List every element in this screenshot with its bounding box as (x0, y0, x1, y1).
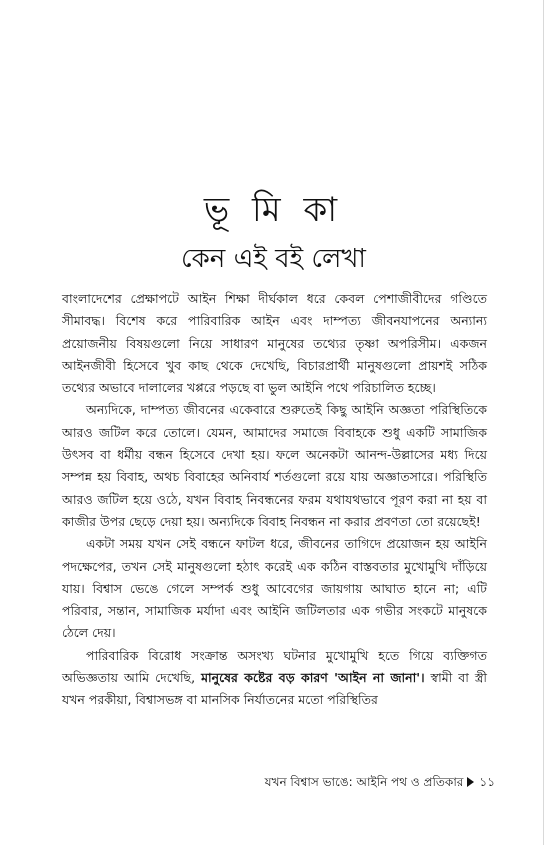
paragraph-4 (62, 645, 487, 712)
paragraph-4-emphasis: মানুষের কষ্টের বড় কারণ 'আইন না জানা'। (201, 670, 425, 686)
running-footer (265, 773, 495, 791)
chapter-title: ভূ মি কা (203, 190, 344, 230)
page-number: ১১ (479, 775, 495, 789)
paragraph-4-lead: পারিবারিক বিরোধ সংক্রান্ত অসংখ্য ঘটনার মুখোমুখি হতে গিয়ে ব্যক্তিগত অভিজ্ঞতায় আমি দেখেছি, (62, 647, 487, 686)
paragraph-1: বাংলাদেশের প্রেক্ষাপটে আইন শিক্ষা দীর্ঘকাল ধরে কেবল পেশাজীবীদের গণ্ডিতে সীমাবদ্ধ। বিশেষ করে পারিবারিক আইন এবং দাম্পত্য জীবনযাপনের অন্যান্য প্রয়োজনীয় বিষয়গুলো নিয়ে সাধারণ মানুষের তথ্যের তৃষ্ণা অপরিসীম। একজন আইনজীবী হিসেবে খুব কাছ থেকে দেখেছি, বিচারপ্রার্থী মানুষগুলো প্রায়শই সঠিক তথ্যের অভাবে দালালের খপ্পরে পড়ছে বা ভুল আইনি পথে পরিচালিত হচ্ছে। (62, 291, 487, 396)
body-text (62, 288, 487, 712)
play-arrow-icon (467, 777, 474, 787)
page-edge-divider (543, 0, 544, 845)
paragraph-4-tail: স্বামী বা স্ত্রী যখন পরকীয়া, বিশ্বাসভঙ্গ বা মানসিক নির্যাতনের মতো পরিস্থিতির (62, 670, 487, 708)
paragraph-3: একটা সময় যখন সেই বন্ধনে ফাটল ধরে, জীবনের তাগিদে প্রয়োজন হয় আইনি পদক্ষেপের, তখন সেই মানুষগুলো হঠাৎ করেই এক কঠিন বাস্তবতার মুখোমুখি দাঁড়িয়ে যায়। বিশ্বাস ভেঙে গেলে সম্পর্ক শুধু আবেগের জায়গায় আঘাত হানে না; এটি পরিবার, সন্তান, সামাজিক মর্যাদা এবং আইনি জটিলতার এক গভীর সংকটে মানুষকে ঠেলে দেয়। (62, 536, 487, 641)
chapter-subtitle: কেন এই বই লেখা (181, 244, 366, 274)
running-title: যখন বিশ্বাস ভাঙে: আইনি পথ ও প্রতিকার (264, 775, 464, 789)
paragraph-2: অন্যদিকে, দাম্পত্য জীবনের একেবারে শুরুতেই কিছু আইনি অজ্ঞতা পরিস্থিতিকে আরও জটিল করে তোলে। যেমন, আমাদের সমাজে বিবাহকে শুধু একটি সামাজিক উৎসব বা ধর্মীয় বন্ধন হিসেবে দেখা হয়। ফলে অনেকটা আনন্দ-উল্লাসের মধ্য দিয়ে সম্পন্ন হয় বিবাহ, অথচ বিবাহের অনিবার্য শর্তগুলো রয়ে যায় অজ্ঞাতসারে। পরিস্থিতি আরও জটিল হয়ে ওঠে, যখন বিবাহ নিবন্ধনের ফরম যথাযথভাবে পূরণ করা না হয় বা কাজীর উপর ছেড়ে দেয়া হয়। অন্যদিকে বিবাহ নিবন্ধন না করার প্রবণতা তো রয়েছেই! (62, 402, 487, 529)
